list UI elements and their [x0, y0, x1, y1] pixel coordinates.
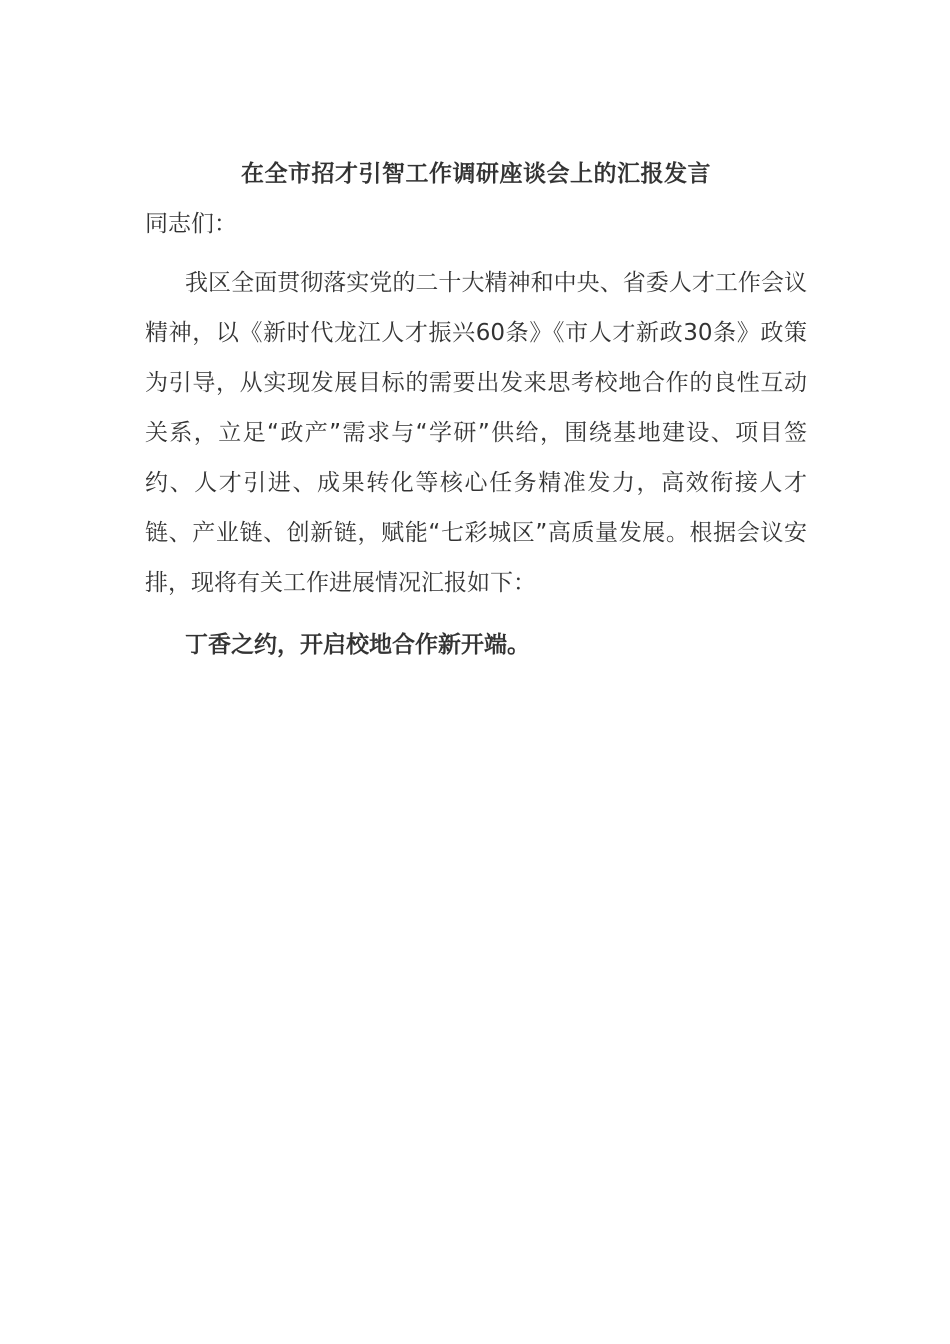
salutation: 同志们：: [145, 211, 237, 237]
body-paragraph: 我区全面贯彻落实党的二十大精神和中央、省委人才工作会议精神，以《新时代龙江人才振兴60条》《市人才新政30条》政策为引导，从实现发展目标的需要出发来思考校地合作的良性互动关系，立足“政产”需求与“学研”供给，围绕基地建设、项目签约、人才引进、成果转化等核心任务精准发力，高效衔接人才链、产业链、创新链，赋能“七彩城区”高质量发展。根据会议安排，现将有关工作进展情况汇报如下：: [145, 270, 807, 596]
section-heading: 丁香之约，开启校地合作新开端。: [185, 632, 530, 658]
document-title: 在全市招才引智工作调研座谈会上的汇报发言: [241, 161, 711, 187]
document-body: [145, 152, 807, 670]
